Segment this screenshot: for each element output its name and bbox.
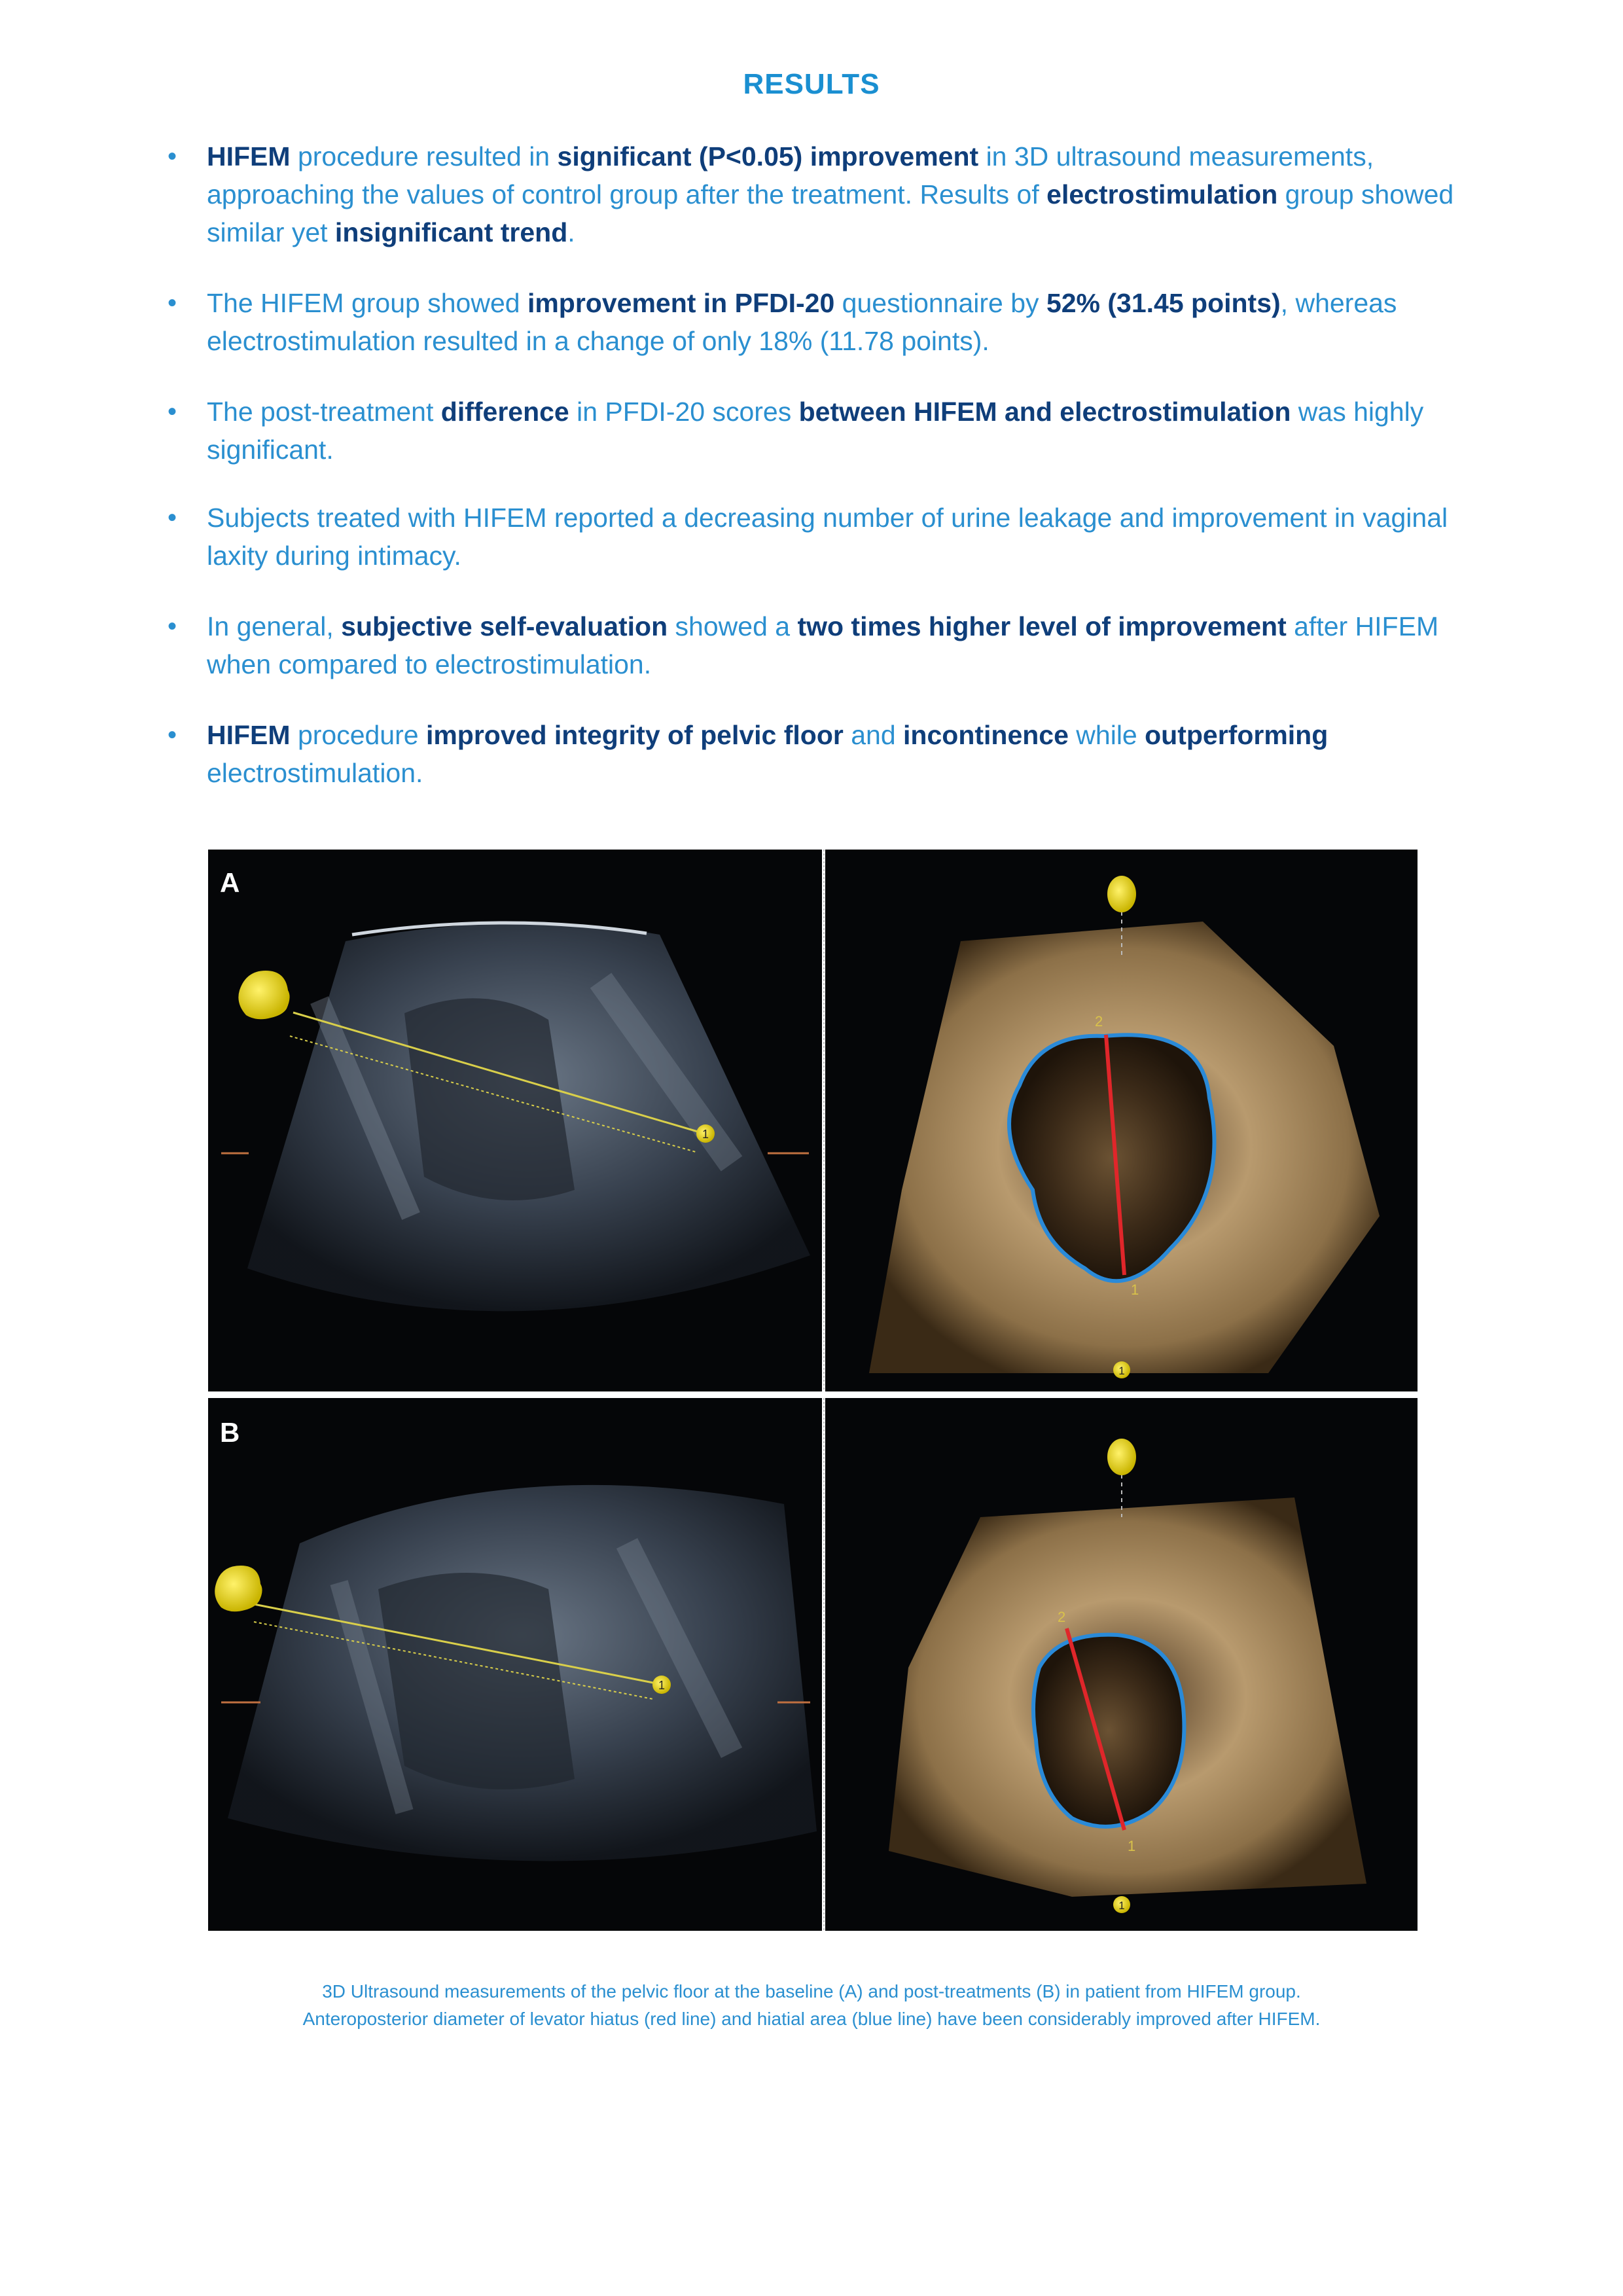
text-phrase: in PFDI-20 scores: [569, 397, 799, 427]
bullet-dot-icon: •: [168, 397, 177, 426]
text-phrase: procedure resulted in: [290, 141, 558, 171]
bullet-dot-icon: •: [168, 503, 177, 532]
marker-1-label: 1: [702, 1128, 709, 1141]
page-title: RESULTS: [743, 68, 880, 100]
results-list: [164, 137, 1466, 792]
panel-b-2d-ultrasound: [208, 1398, 822, 1931]
text-phrase: and: [843, 720, 904, 750]
marker-2-label: 2: [1058, 1609, 1066, 1625]
bullet-dot-icon: •: [168, 142, 177, 171]
text-phrase: .: [567, 217, 575, 247]
panel-a-3d-render: [825, 850, 1418, 1391]
bold-phrase: electrostimulation: [1046, 179, 1278, 209]
ultrasound-figure: [208, 850, 1418, 1931]
text-phrase: procedure: [290, 720, 426, 750]
caption-line-2: Anteroposterior diameter of levator hiatus (red line) and hiatial area (blue line) have been considerably improved after HIFEM.: [302, 2009, 1321, 2029]
text-phrase: electrostimulation.: [207, 758, 423, 788]
result-bullet-6: [164, 716, 1466, 792]
result-bullet-2: [164, 284, 1466, 360]
bullet-dot-icon: •: [168, 612, 177, 641]
result-bullet-1: [164, 137, 1466, 251]
bold-phrase: HIFEM: [207, 720, 291, 750]
result-bullet-3: [164, 393, 1466, 469]
bold-phrase: significant (P<0.05) improvement: [557, 141, 979, 171]
marker-1-label: 1: [1128, 1838, 1136, 1854]
text-phrase: was highly significant.: [207, 397, 1424, 465]
panel-b-3d-render: [825, 1398, 1418, 1931]
bullet-dot-icon: •: [168, 289, 177, 317]
figure-caption: [0, 1978, 1623, 2033]
bold-phrase: two times higher level of improvement: [797, 611, 1287, 641]
bullet-dot-icon: •: [168, 721, 177, 749]
text-phrase: In general,: [207, 611, 342, 641]
text-phrase: after HIFEM when compared to electrostimulation.: [207, 611, 1439, 679]
bold-phrase: 52% (31.45 points): [1046, 288, 1281, 318]
bold-phrase: subjective self-evaluation: [341, 611, 668, 641]
text-phrase: , whereas electrostimulation resulted in a change of only 18% (11.78 points).: [207, 288, 1397, 356]
marker-1-label: 1: [1131, 1282, 1139, 1298]
text-phrase: questionnaire by: [834, 288, 1046, 318]
bold-phrase: difference: [440, 397, 569, 427]
marker-1-label: 1: [658, 1679, 666, 1692]
bold-phrase: insignificant trend: [334, 217, 568, 247]
panel-a-2d-ultrasound: [208, 850, 822, 1391]
bold-phrase: incontinence: [903, 720, 1069, 750]
bold-phrase: improved integrity of pelvic floor: [425, 720, 844, 750]
text-phrase: The post-treatment: [207, 397, 441, 427]
text-phrase: group showed similar yet: [207, 179, 1454, 247]
ultrasound-composite: [208, 850, 1418, 1931]
text-phrase: The HIFEM group showed: [207, 288, 527, 318]
text-phrase: in 3D ultrasound measurements, approaching the values of control group after the treatment. Results of: [207, 141, 1374, 209]
marker-1-label: 1: [1118, 1899, 1125, 1912]
caption-line-1: 3D Ultrasound measurements of the pelvic floor at the baseline (A) and post-treatments (B) in patient from HIFEM group.: [322, 1981, 1301, 2001]
text-phrase: showed a: [668, 611, 798, 641]
panel-b-label: B: [220, 1417, 240, 1448]
bold-phrase: improvement in PFDI-20: [527, 288, 835, 318]
bold-phrase: outperforming: [1145, 720, 1329, 750]
text-phrase: Subjects treated with HIFEM reported a decreasing number of urine leakage and improvement in vaginal laxity during intimacy.: [207, 503, 1448, 571]
bold-phrase: between HIFEM and electrostimulation: [798, 397, 1291, 427]
marker-1-label: 1: [1118, 1365, 1125, 1377]
result-bullet-4: [164, 499, 1466, 575]
result-bullet-5: [164, 607, 1466, 683]
marker-2-label: 2: [1095, 1013, 1103, 1030]
text-phrase: while: [1068, 720, 1145, 750]
bold-phrase: HIFEM: [207, 141, 291, 171]
panel-a-label: A: [220, 867, 240, 898]
